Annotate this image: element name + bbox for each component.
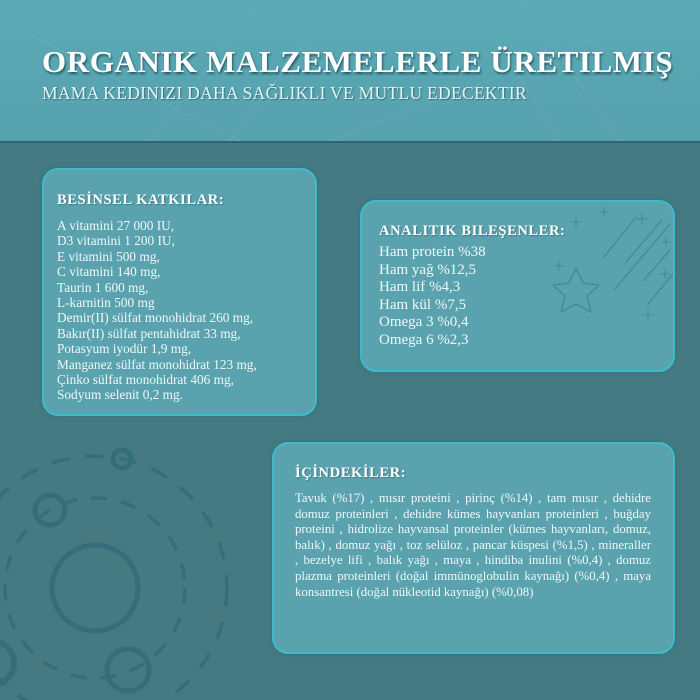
list-item: Ham protein %38 xyxy=(379,244,486,260)
page-title: ORGANIK MALZEMELERLE ÜRETILMIŞ xyxy=(42,44,674,79)
list-item: Omega 6 %2,3 xyxy=(379,331,469,348)
list-item: Ham yağ %12,5 xyxy=(379,261,477,278)
list-item: D3 vitamini 1 200 IU, xyxy=(57,233,175,249)
list-item: Çinko sülfat monohidrat 406 mg, xyxy=(57,372,234,388)
list-item: A vitamini 27 000 IU, xyxy=(57,218,175,233)
page-subtitle: MAMA KEDINIZI DAHA SAĞLIKLI VE MUTLU EDECEKTIR xyxy=(42,83,527,103)
nutritional-additives-heading: BESİNSEL KATKILAR: xyxy=(57,192,225,208)
nutritional-additives-card xyxy=(42,168,317,416)
list-item: Sodyum selenit 0,2 mg. xyxy=(57,387,183,403)
list-item: L-karnitin 500 mg xyxy=(57,295,155,311)
nutritional-additives-list xyxy=(57,218,315,403)
analytical-components-list xyxy=(379,244,673,349)
list-item: Ham kül %7,5 xyxy=(379,296,467,313)
list-item: Ham lif %4,3 xyxy=(379,279,461,295)
list-item: Demir(II) sülfat monohidrat 260 mg, xyxy=(57,310,254,326)
ingredients-card xyxy=(272,442,675,654)
list-item: Taurin 1 600 mg, xyxy=(57,279,149,295)
list-item: Omega 3 %0,4 xyxy=(379,314,469,330)
list-item: Potasyum iyodür 1,9 mg, xyxy=(57,341,192,357)
ingredients-text: Tavuk (%17) , mısır proteini , pirinç (%14) , tam mısır , dehidre domuz proteinleri , dehidre kümes hayvanları proteinleri , buğday proteini , hidrolize hayvansal proteinler (kümes hayvanları, domuz, balık) , domuz yağı , toz selüloz , pancar küspesi (%1,5) , mineraller , bezelye lifi , balık yağı , maya , hindiba inulini (%0,4) , domuz plazma proteinleri (doğal immünoglobulin kaynağı) (%0,4) , maya konsantresi (doğal nükleotid kaynağı) (%0,08) xyxy=(295,491,651,599)
list-item: E vitamini 500 mg, xyxy=(57,248,160,264)
list-item: Manganez sülfat monohidrat 123 mg, xyxy=(57,356,257,372)
analytical-components-heading: ANALITIK BILEŞENLER: xyxy=(379,223,566,239)
analytical-components-card xyxy=(360,200,675,372)
list-item: Bakır(II) sülfat pentahidrat 33 mg, xyxy=(57,325,241,341)
ingredients-heading: İÇİNDEKİLER: xyxy=(295,465,407,481)
list-item: C vitamini 140 mg, xyxy=(57,264,161,280)
